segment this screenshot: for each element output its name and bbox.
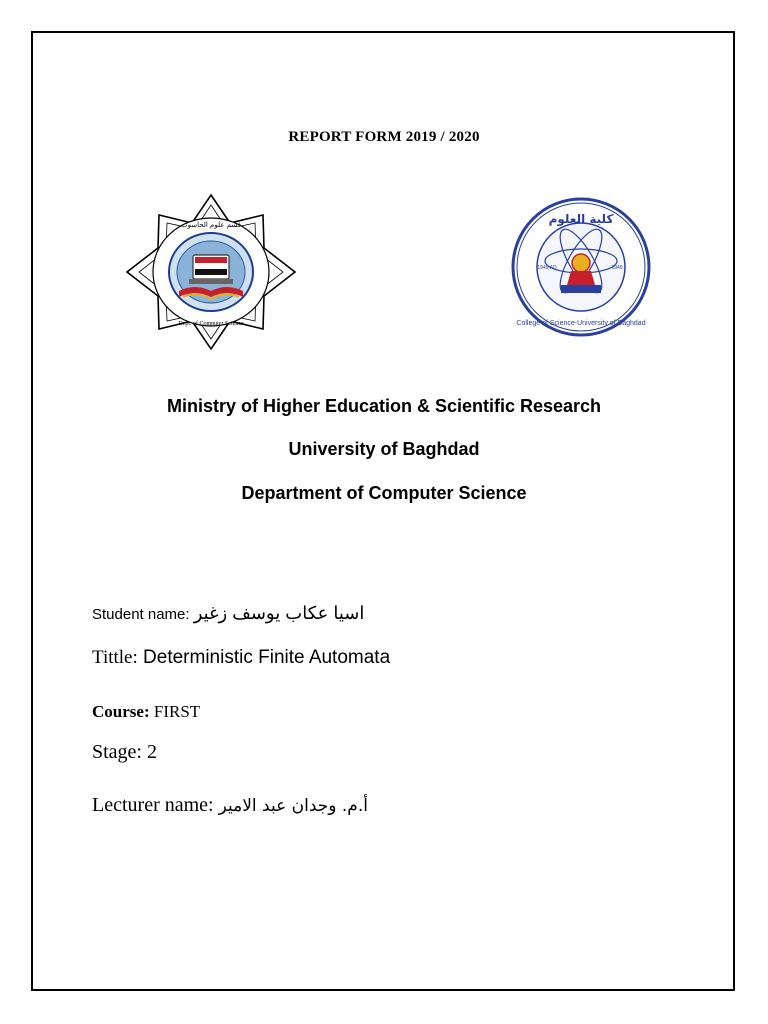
page-border: [31, 31, 735, 991]
title-field: [92, 647, 390, 669]
student-name-label: Student name:: [92, 606, 190, 623]
title-label: Tittle:: [92, 647, 138, 668]
svg-text:كلية العلوم: كلية العلوم: [548, 212, 614, 226]
course-label: Course:: [92, 702, 150, 721]
university-name: University of Baghdad: [288, 439, 480, 459]
ministry-name: Ministry of Higher Education & Scientific Research: [166, 396, 602, 416]
student-name-field: [92, 603, 364, 624]
svg-text:Dept. of Computer Science: Dept. of Computer Science: [178, 321, 244, 327]
title-value: Deterministic Finite Automata: [143, 647, 391, 668]
svg-text:1949 AD: 1949 AD: [537, 265, 557, 271]
college-of-science-seal: [499, 193, 663, 341]
svg-text:1949: 1949: [611, 265, 623, 271]
report-title: REPORT FORM 2019 / 2020: [288, 129, 480, 145]
lecturer-label: Lecturer name:: [92, 794, 214, 816]
svg-text:College of Science-University: College of Science-University of Baghdad: [516, 320, 646, 327]
stage-value: 2: [147, 741, 157, 763]
stage-label: Stage:: [92, 741, 142, 763]
computer-science-department-seal: [123, 193, 299, 351]
stage-field: [92, 741, 157, 764]
lecturer-value: أ.م. وجدان عبد الامير: [218, 796, 368, 816]
student-name-value: اسيا عكاب يوسف زغير: [193, 603, 365, 623]
lecturer-field: [92, 794, 368, 817]
department-name: Department of Computer Science: [241, 483, 527, 503]
course-field: [92, 702, 200, 722]
course-value: FIRST: [153, 702, 201, 721]
svg-text:قسم علوم الحاسوب: قسم علوم الحاسوب: [181, 221, 241, 229]
